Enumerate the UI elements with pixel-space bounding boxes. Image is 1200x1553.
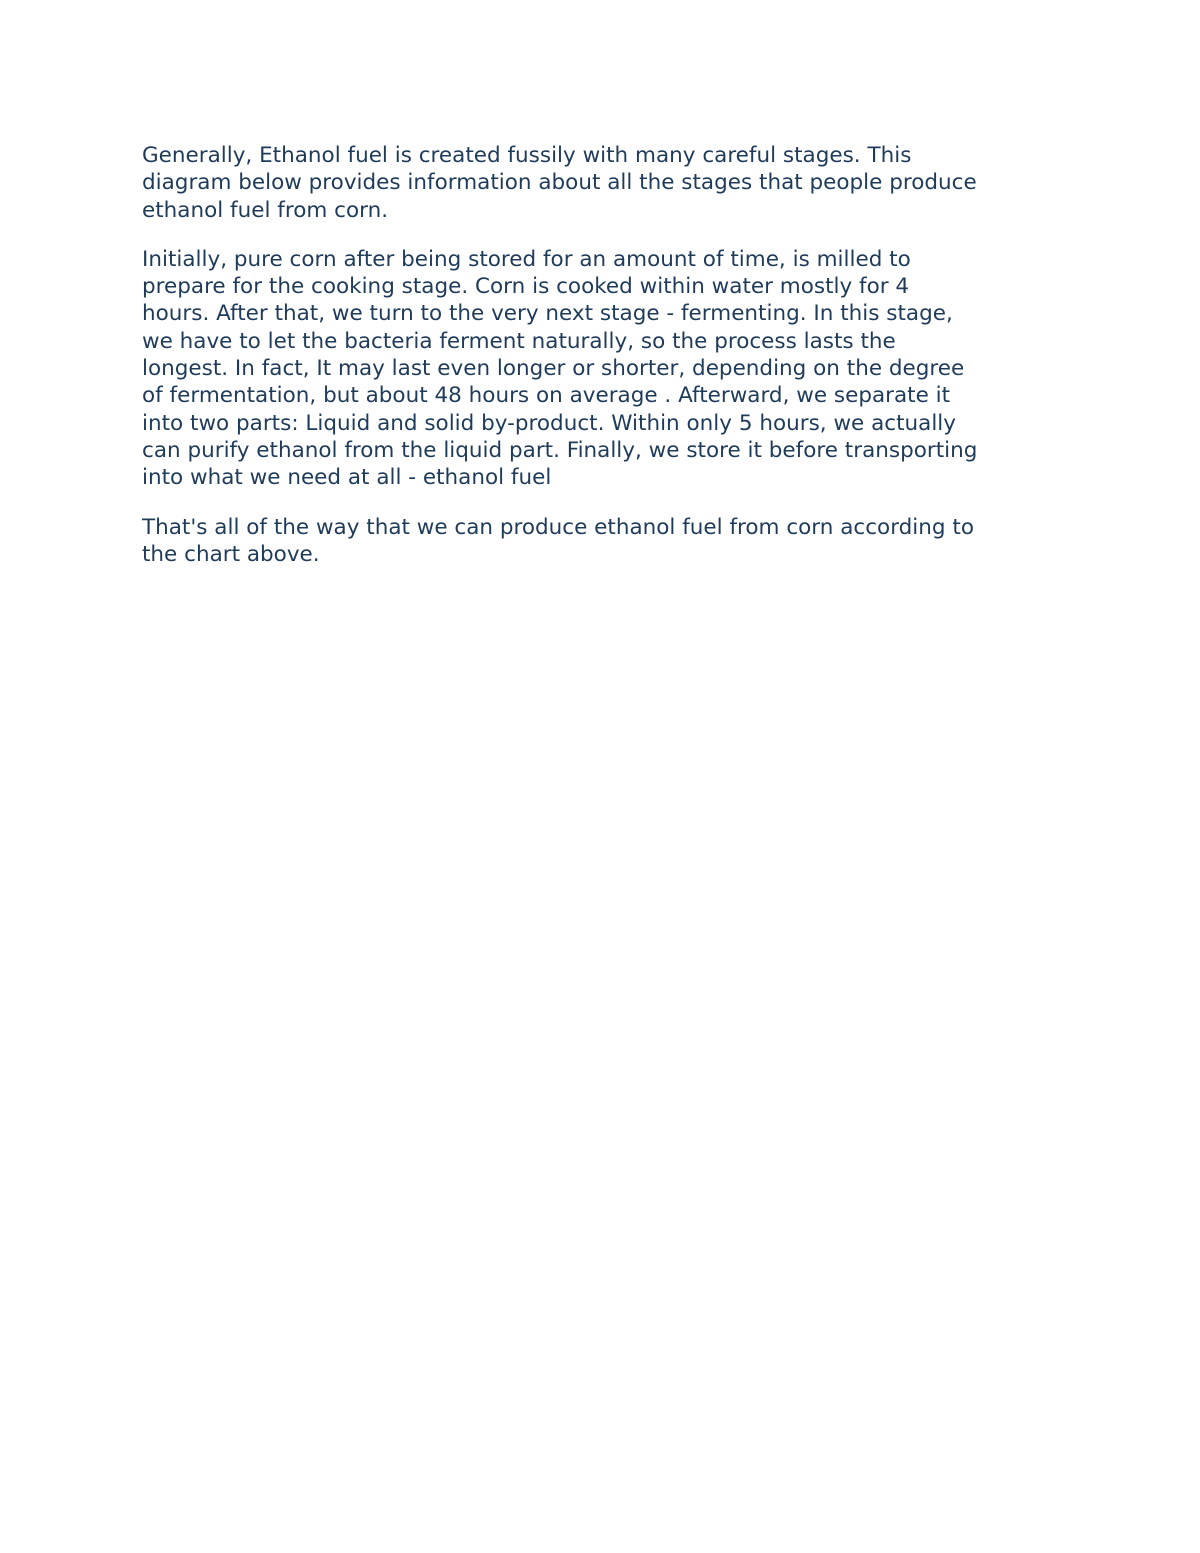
text-line: can purify ethanol from the liquid part. Finally, we store it before transporting [142, 437, 978, 463]
paragraph-introduction [142, 142, 1062, 224]
text-line: the chart above. [142, 541, 320, 567]
text-line: diagram below provides information about all the stages that people produce [142, 170, 977, 196]
text-line: ethanol fuel from corn. [142, 197, 389, 223]
text-line: prepare for the cooking stage. Corn is cooked within water mostly for 4 [142, 274, 910, 300]
text-line: into what we need at all - ethanol fuel [142, 465, 552, 491]
text-line: That's all of the way that we can produce ethanol fuel from corn according to [142, 514, 974, 540]
text-line: Generally, Ethanol fuel is created fussily with many careful stages. This [142, 143, 912, 168]
text-line: we have to let the bacteria ferment naturally, so the process lasts the [142, 328, 896, 354]
paragraph-process-description [142, 246, 1062, 492]
text-line: into two parts: Liquid and solid by-product. Within only 5 hours, we actually [142, 410, 956, 436]
text-line: of fermentation, but about 48 hours on average . Afterward, we separate it [142, 383, 951, 409]
text-line: hours. After that, we turn to the very next stage - fermenting. In this stage, [142, 301, 953, 327]
text-line: Initially, pure corn after being stored for an amount of time, is milled to [142, 246, 911, 272]
paragraph-conclusion [142, 514, 1062, 569]
document-body [142, 142, 1062, 590]
text-line: longest. In fact, It may last even longer or shorter, depending on the degree [142, 356, 965, 382]
